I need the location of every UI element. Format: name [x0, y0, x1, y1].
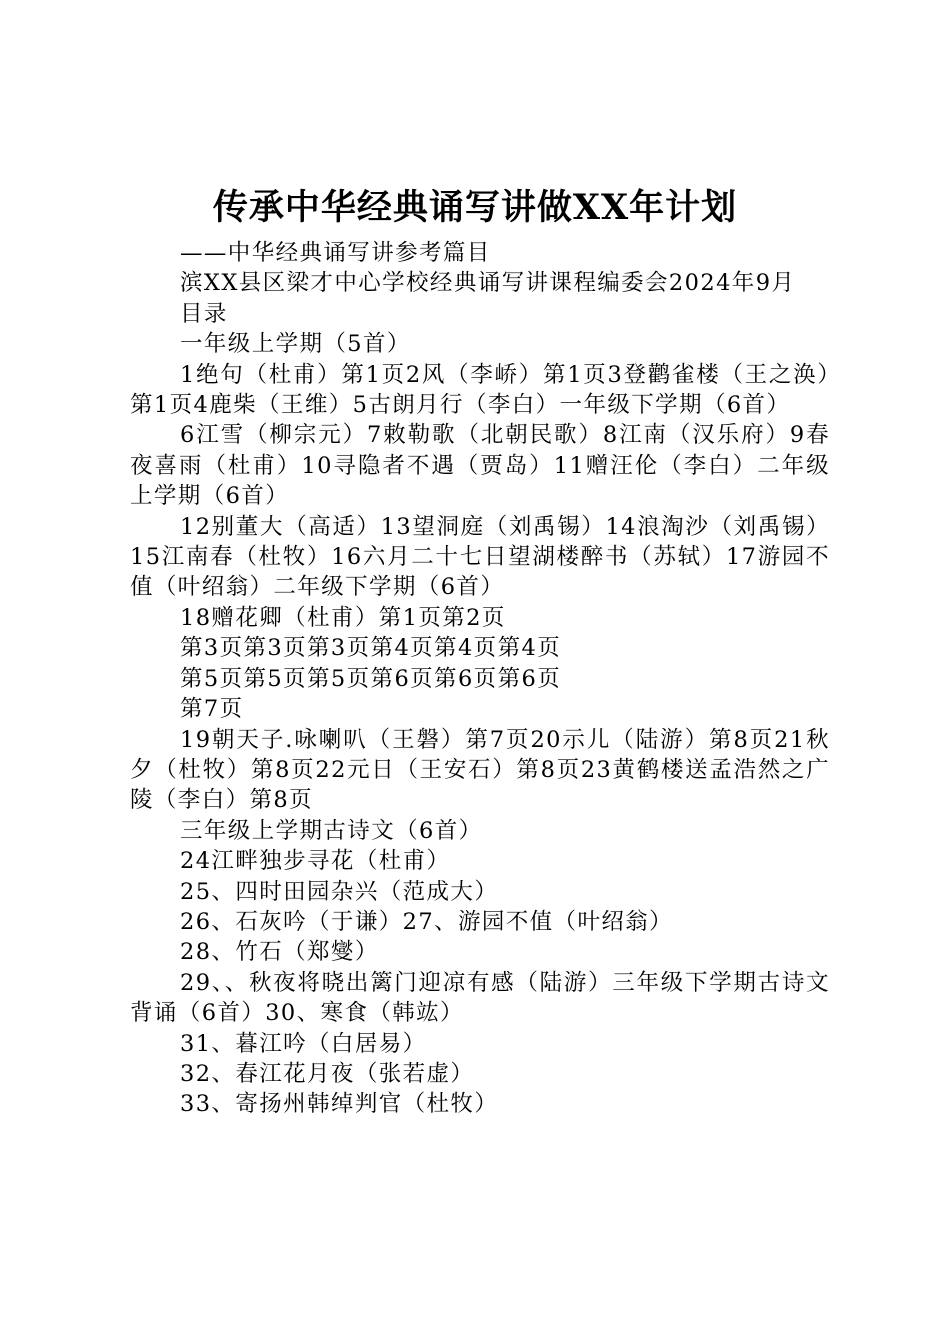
toc-paragraph: 第5页第5页第5页第6页第6页第6页: [180, 665, 562, 692]
toc-item: 31、暮江吟（白居易）: [180, 1030, 427, 1057]
toc-paragraph: 18赠花卿（杜甫）第1页第2页: [180, 604, 506, 631]
toc-item: 25、四时田园杂兴（范成大）: [180, 878, 499, 905]
toc-paragraph: 第7页: [180, 696, 244, 723]
toc-item: 33、寄扬州韩绰判官（杜牧）: [180, 1091, 499, 1118]
toc-item: 26、石灰吟（于谦）27、游园不值（叶绍翁）: [180, 908, 674, 935]
toc-paragraph: 6江雪（柳宗元）7敕勒歌（北朝民歌）8江南（汉乐府）9春夜喜雨（杜甫）10寻隐者不遇（贾岛）11赠汪伦（李白）二年级上学期（6首）: [130, 422, 830, 510]
subtitle-line: ——中华经典诵写讲参考篇目: [180, 240, 491, 266]
toc-paragraph: 19朝天子.咏喇叭（王磐）第7页20示儿（陆游）第8页21秋夕（杜牧）第8页22元日（王安石）第8页23黄鹤楼送孟浩然之广陵（李白）第8页: [130, 726, 830, 814]
document-body: [130, 238, 830, 1120]
term-heading: 三年级上学期古诗文（6首）: [180, 817, 483, 844]
term-heading: 一年级上学期（5首）: [180, 331, 411, 358]
toc-paragraph: 12别董大（高适）13望洞庭（刘禹锡）14浪淘沙（刘禹锡）15江南春（杜牧）16六月二十七日望湖楼醉书（苏轼）17游园不值（叶绍翁）二年级下学期（6首）: [130, 513, 830, 601]
toc-item: 29、、秋夜将晓出篱门迎凉有感（陆游）三年级下学期古诗文背诵（6首）30、寒食（韩竑）: [130, 969, 830, 1027]
toc-paragraph: 第3页第3页第3页第4页第4页第4页: [180, 635, 562, 662]
editor-line: 滨XX县区梁才中心学校经典诵写讲课程编委会2024年9月: [180, 270, 796, 297]
toc-item: 32、春江花月夜（张若虚）: [180, 1060, 475, 1087]
toc-paragraph: 1绝句（杜甫）第1页2风（李峤）第1页3登鹳雀楼（王之涣）第1页4鹿柴（王维）5古朗月行（李白）一年级下学期（6首）: [130, 361, 830, 419]
toc-item: 28、竹石（郑燮）: [180, 939, 379, 966]
toc-item: 24江畔独步寻花（杜甫）: [180, 848, 451, 875]
document-title: 传承中华经典诵写讲做XX年计划: [212, 187, 738, 228]
toc-heading: 目录: [180, 300, 228, 327]
